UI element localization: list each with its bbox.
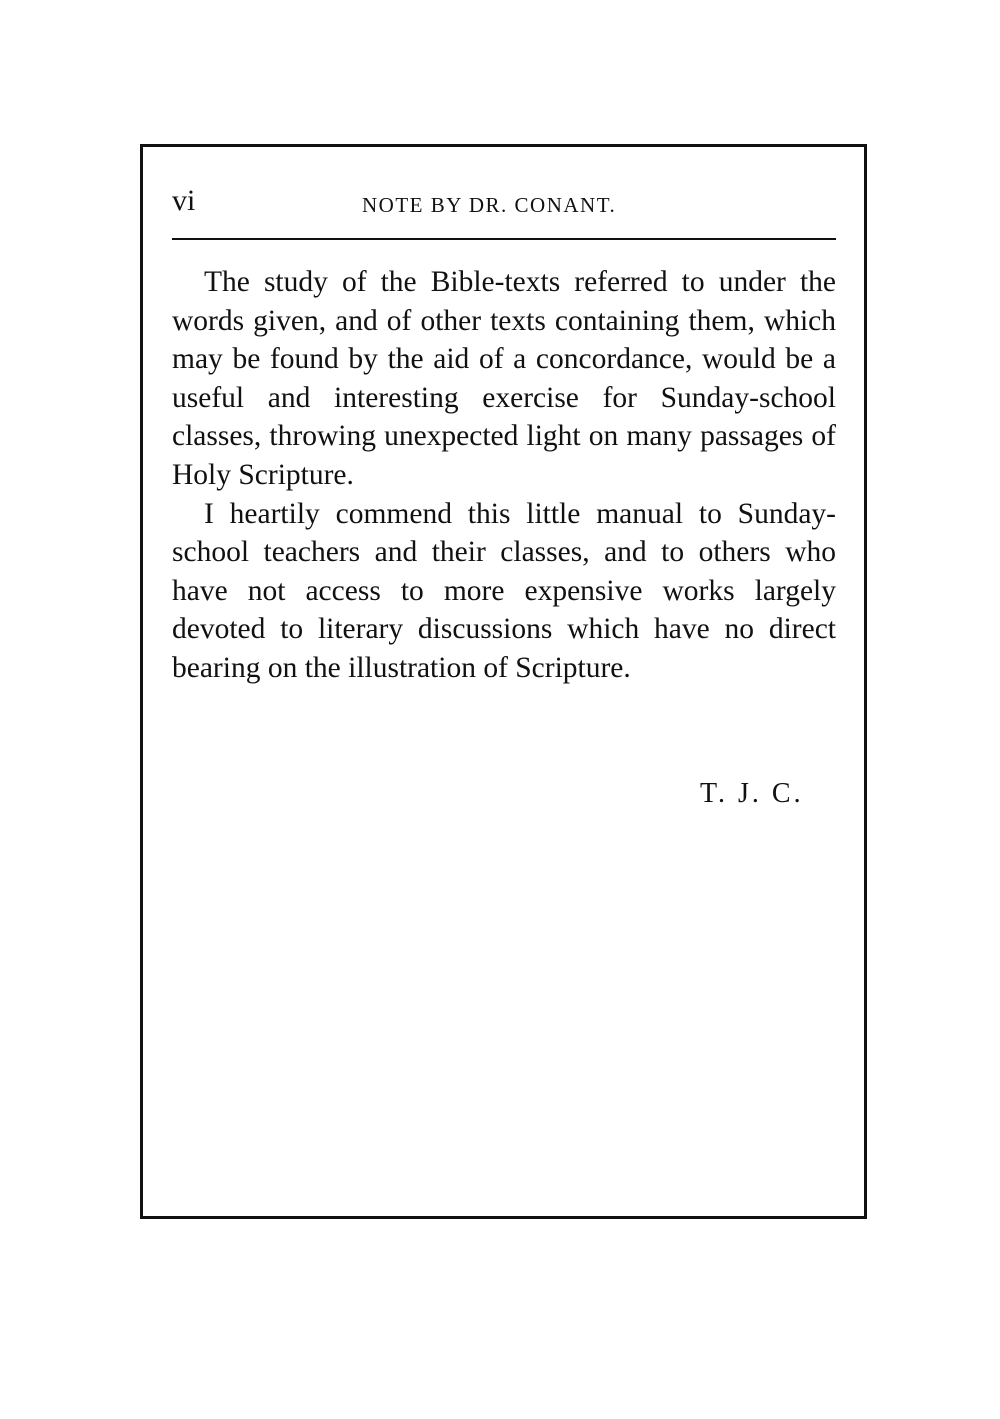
running-head: [172, 180, 836, 220]
paragraph: I heartily commend this little manual to Sunday-school teachers and their classes, and to others who have not access to more expensive works largely devoted to literary discussions which have no direct bearing on the illustration of Scripture.: [172, 497, 836, 684]
note-body: [172, 263, 836, 688]
running-title: NOTE BY DR. CONANT.: [362, 193, 617, 217]
signature-initials: T. J. C.: [700, 778, 804, 809]
paragraph: The study of the Bible-texts referred to under the words given, and of other texts containing them, which may be found by the aid of a concordance, would be a useful and interesting exercise for Sunday-school classes, throwing unexpected light on many passages of Holy Scripture.: [172, 266, 836, 491]
page-number: vi: [172, 184, 196, 217]
header-rule: [172, 238, 836, 240]
